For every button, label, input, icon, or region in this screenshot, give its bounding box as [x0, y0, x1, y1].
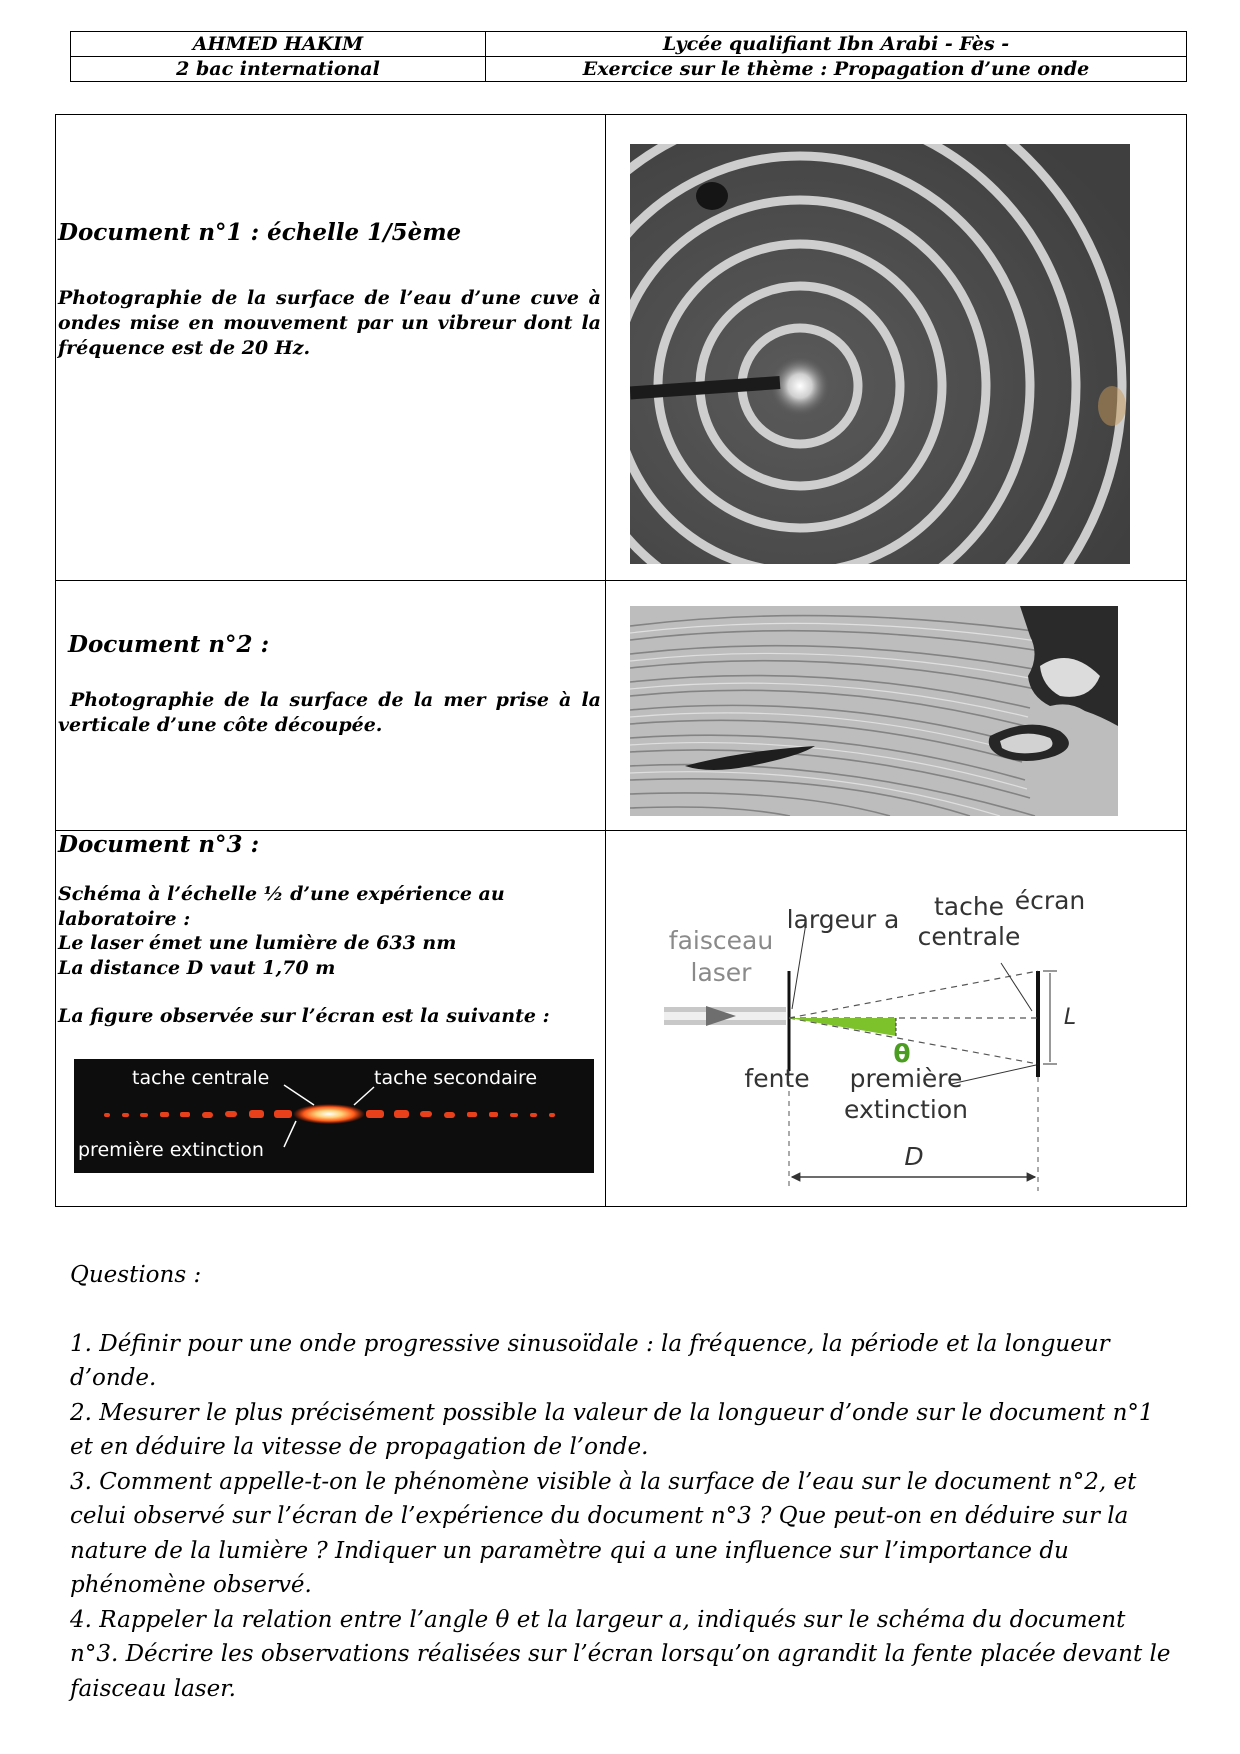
diffraction-pattern-image — [74, 1059, 594, 1173]
schema-label-centrale: centrale — [917, 922, 1021, 951]
doc1-text-cell — [56, 115, 606, 581]
sea-surface-photo — [630, 606, 1118, 816]
author-name: AHMED HAKIM — [71, 32, 486, 57]
doc3-text-cell — [56, 831, 606, 1207]
schema-label-D: D — [904, 1142, 924, 1171]
laser-beam — [664, 1006, 786, 1026]
question-1: 1. Définir pour une onde progressive sinusoïdale : la fréquence, la période et la longueur d’onde. — [70, 1330, 1110, 1391]
doc3-line-laser: Le laser émet une lumière de 633 nm — [58, 932, 457, 954]
schema-label-faisceau: faisceau — [668, 926, 774, 955]
doc1-image-cell — [606, 115, 1187, 581]
doc3-line-figure: La figure observée sur l’écran est la suivante : — [58, 1005, 550, 1027]
schema-label-extinction: extinction — [844, 1095, 968, 1124]
schema-label-L: L — [1063, 1005, 1077, 1030]
question-3: 3. Comment appelle-t-on le phénomène visible à la surface de l’eau sur le document n°2, et celui observé sur l’écran de l’expérience du document n°3 ? Que peut-on en déduire sur la nature de la lumière ? Indiquer un paramètre qui a une influence sur l’importance du phénomène observé. — [70, 1468, 1137, 1598]
schema-label-theta: θ — [893, 1039, 911, 1068]
question-2: 2. Mesurer le plus précisément possible la valeur de la longueur d’onde sur le document n°1 et en déduire la vitesse de propagation de l’onde. — [70, 1399, 1154, 1460]
doc2-image-cell — [606, 581, 1187, 831]
doc2-row — [56, 581, 1187, 831]
questions-heading: Questions : — [70, 1262, 202, 1288]
doc1-row — [56, 115, 1187, 581]
schema-label-premiere: première — [849, 1064, 963, 1093]
doc3-line-schema: Schéma à l’échelle ½ d’une expérience au laboratoire : — [58, 883, 505, 930]
doc3-row — [56, 831, 1187, 1207]
doc3-description — [58, 882, 550, 1029]
water-ripple-photo — [630, 144, 1130, 564]
label-secondary-spot: tache secondaire — [374, 1066, 538, 1089]
doc1-title: Document n°1 : échelle 1/5ème — [58, 219, 462, 246]
header-table — [70, 31, 1187, 82]
doc3-line-distance: La distance D vaut 1,70 m — [58, 956, 336, 979]
schema-label-ecran: écran — [1014, 886, 1086, 915]
schema-label-largeur: largeur a — [786, 905, 900, 934]
label-first-extinction: première extinction — [78, 1138, 264, 1161]
schema-label-fente: fente — [744, 1064, 810, 1093]
doc3-image-cell — [606, 831, 1187, 1207]
doc2-text-cell — [56, 581, 606, 831]
doc2-description: Photographie de la surface de la mer prise à la verticale d’une côte découpée. — [58, 689, 601, 736]
doc3-title: Document n°3 : — [58, 831, 260, 858]
schema-label-laser: laser — [690, 958, 752, 987]
doc2-title: Document n°2 : — [68, 631, 270, 658]
doc1-description: Photographie de la surface de l’eau d’une cuve à ondes mise en mouvement par un vibreur dont la fréquence est de 20 Hz. — [58, 287, 601, 359]
diffraction-schema — [606, 831, 1186, 1191]
schema-label-tache: tache — [933, 892, 1005, 921]
question-4: 4. Rappeler la relation entre l’angle θ et la largeur a, indiqués sur le schéma du document n°3. Décrire les observations réalisées sur l’écran lorsqu’on agrandit la fente placée devant le faisceau laser. — [70, 1606, 1171, 1702]
questions-section — [70, 1258, 1180, 1706]
class-level: 2 bac international — [71, 57, 486, 82]
label-central-spot: tache centrale — [132, 1066, 270, 1089]
exercise-theme: Exercice sur le thème : Propagation d’une onde — [486, 57, 1187, 82]
documents-table — [55, 114, 1187, 1207]
school-name: Lycée qualifiant Ibn Arabi - Fès - — [486, 32, 1187, 57]
